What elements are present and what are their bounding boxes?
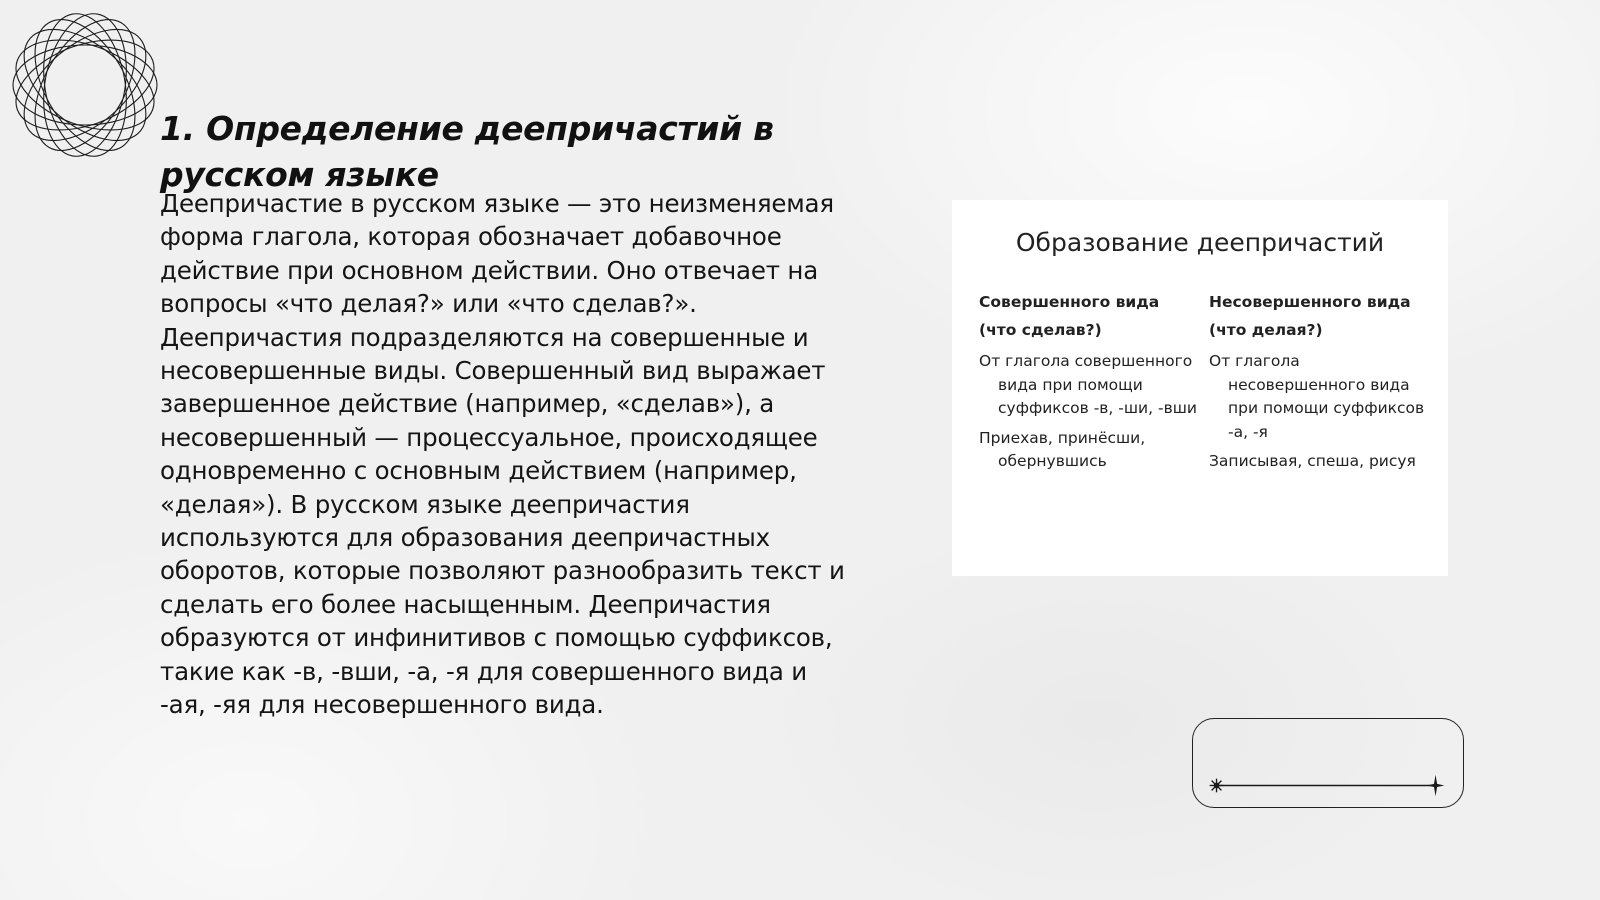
timeline-decoration [1192,718,1464,808]
table-column-imperfective [1209,288,1429,474]
column-question: (что делая?) [1209,321,1323,339]
table-title: Образование деепричастий [1015,228,1385,257]
column-header: Несовершенного вида [1209,293,1411,311]
slide-title: 1. Определение деепричастий в русском языке [160,109,774,194]
star-icon [1427,775,1445,797]
rosette-icon [10,10,160,160]
table-column-perfective [979,288,1199,474]
sparkle-icon [1210,779,1224,793]
formation-table [952,200,1448,576]
column-header: Совершенного вида [979,293,1160,311]
column-rule: От глагола несовершенного вида при помощи суффиксов -а, -я [1209,352,1425,441]
slide-body-text: Деепричастие в русском языке — это неизменяемая форма глагола, которая обозначает добавочное действие при основном действии. Оно отвечает на вопросы «что делая?» или «что сделав?». Деепричастия подразделяются на совершенные и несовершенные виды. Совершенный вид выражает завершенное действие (например, «сделав»), а несовершенный — процессуальное, происходящее одновременно с основным действием (например, «делая»). В русском языке деепричастия используются для образования деепричастных оборотов, которые позволяют разнообразить текст и сделать его более насыщенным. Деепричастия образуются от инфинитивов с помощью суффиксов, такие как -в, -вши, -а, -я для совершенного вида и -ая, -яя для несовершенного вида. [160,189,845,720]
column-rule: От глагола совершенного вида при помощи суффиксов -в, -ши, -вши [979,352,1197,417]
column-examples: Записывая, спеша, рисуя [1209,452,1416,470]
column-examples: Приехав, принёсши, обернувшись [979,428,1146,470]
column-question: (что сделав?) [979,321,1102,339]
timeline-line [1193,719,1463,807]
